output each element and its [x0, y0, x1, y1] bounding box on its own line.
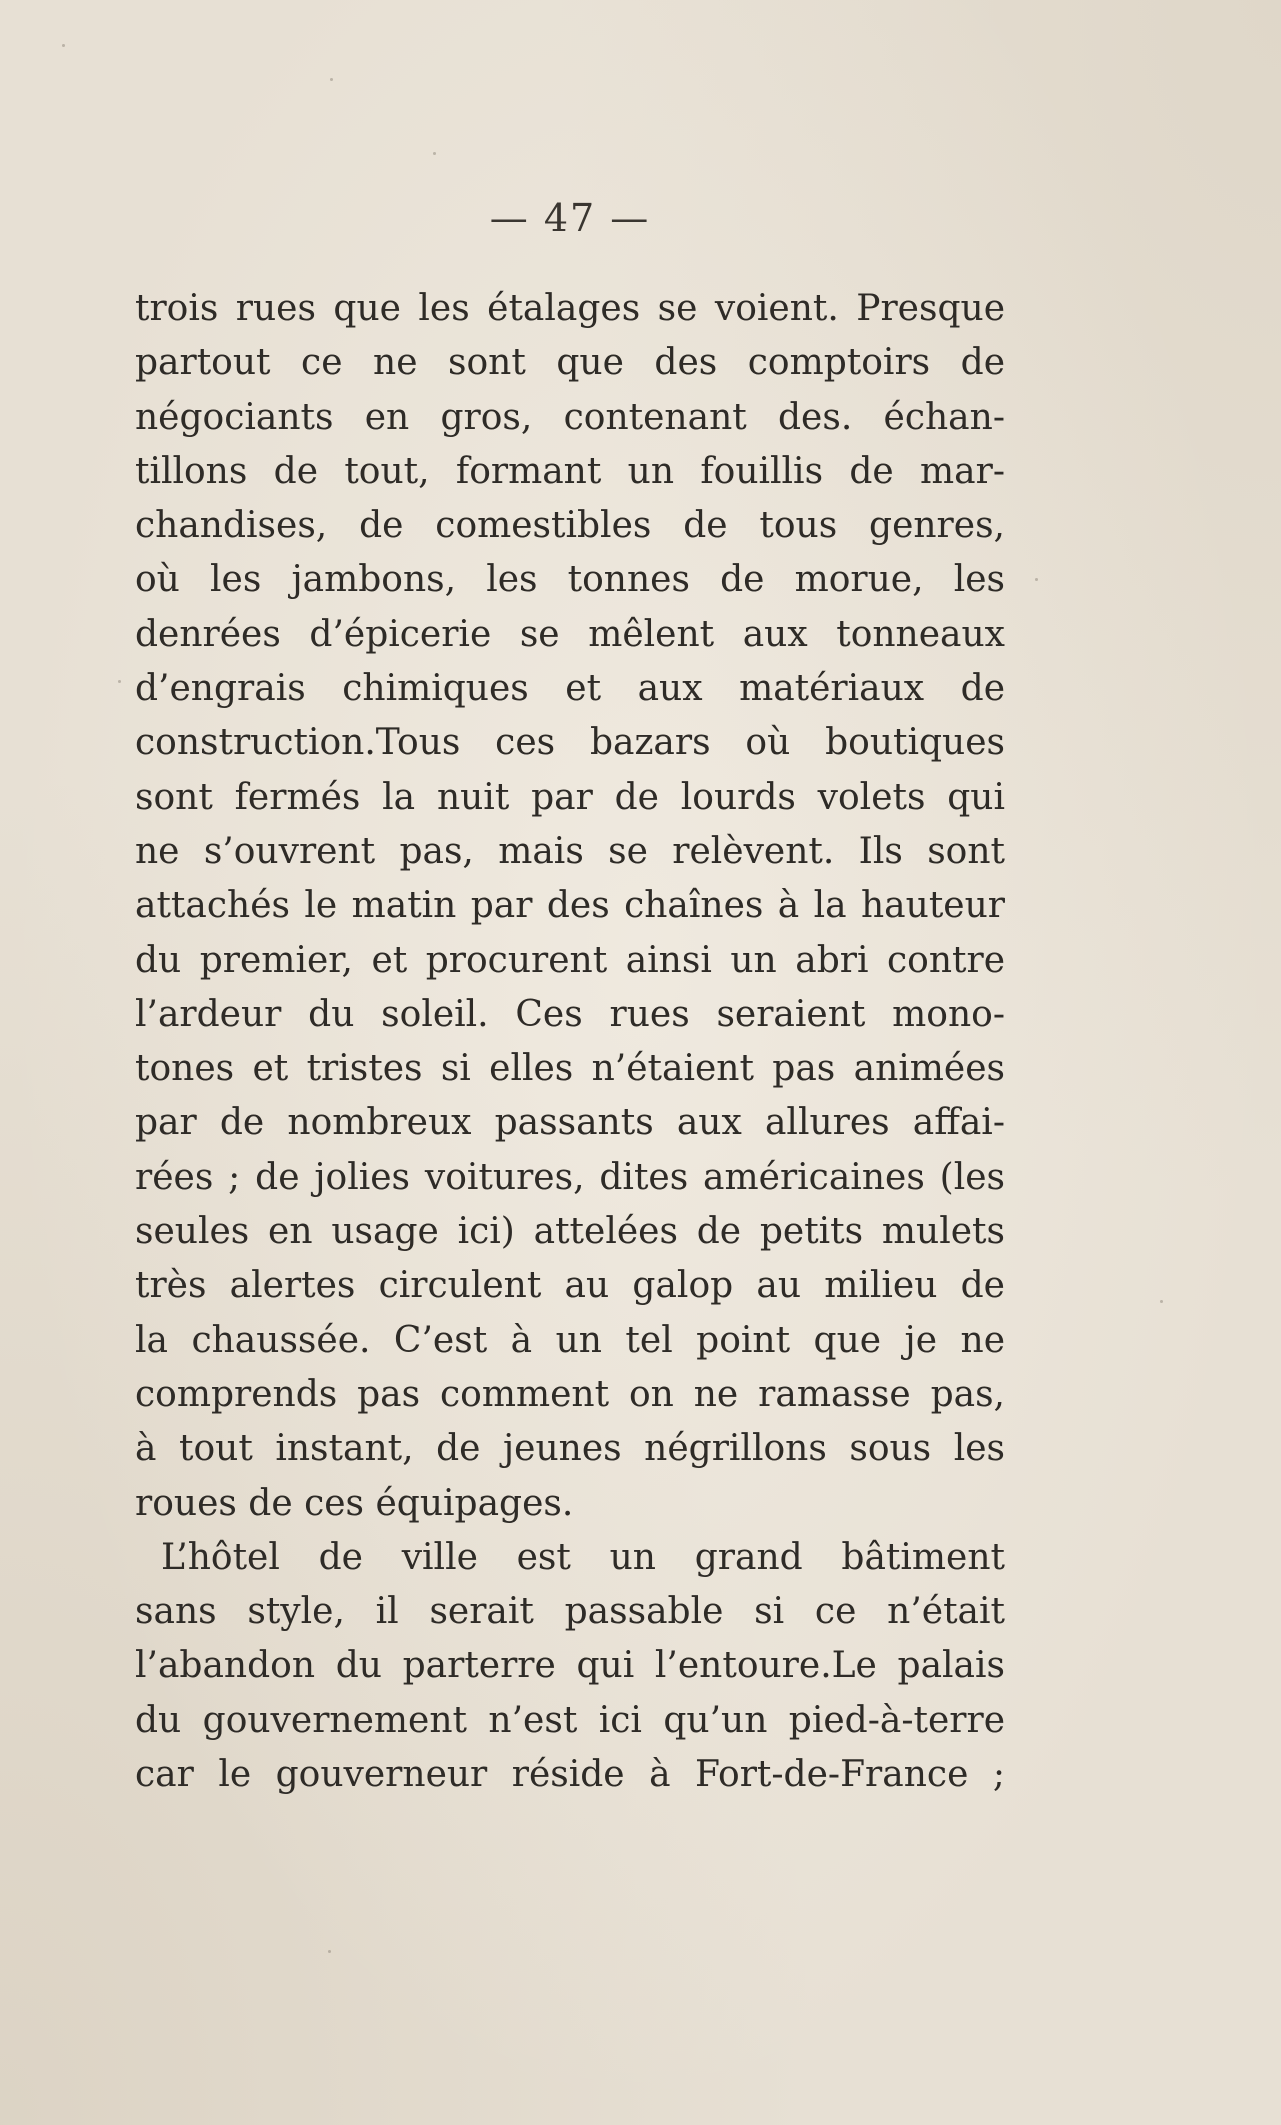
text-line: L’hôtel de ville est un grand bâtiment — [161, 1536, 1005, 1578]
text-line: denrées d’épicerie se mêlent aux tonneaux — [135, 613, 1005, 655]
paper-speck — [1160, 1300, 1163, 1303]
text-line: par de nombreux passants aux allures affai- — [135, 1102, 1005, 1144]
body-text — [135, 282, 1005, 1802]
text-line: ne s’ouvrent pas, mais se relèvent. Ils sont — [135, 830, 1005, 872]
text-line: comprends pas comment on ne ramasse pas, — [135, 1373, 1005, 1415]
text-line: car le gouverneur réside à Fort-de-France ; — [135, 1754, 1005, 1796]
text-line: tillons de tout, formant un fouillis de mar- — [135, 450, 1005, 492]
text-line: seules en usage ici) attelées de petits mulets — [135, 1211, 1005, 1253]
paper-speck — [433, 152, 436, 155]
text-line: trois rues que les étalages se voient. Presque — [135, 288, 1005, 329]
text-line: tones et tristes si elles n’étaient pas animées — [135, 1048, 1005, 1090]
text-line: attachés le matin par des chaînes à la hauteur — [135, 885, 1005, 927]
text-line: construction.Tous ces bazars où boutiques — [135, 722, 1005, 764]
paper-speck — [1035, 578, 1038, 581]
text-line: du gouvernement n’est ici qu’un pied-à-terre — [135, 1699, 1005, 1741]
text-line: sans style, il serait passable si ce n’était — [135, 1591, 1005, 1633]
text-line: partout ce ne sont que des comptoirs de — [135, 342, 1005, 384]
paper-speck — [118, 680, 121, 683]
paper-speck — [330, 78, 333, 81]
page-number: — 47 — — [489, 196, 651, 240]
text-line: sont fermés la nuit par de lourds volets qui — [135, 776, 1005, 818]
paper-speck — [62, 44, 65, 47]
text-line: où les jambons, les tonnes de morue, les — [135, 559, 1005, 601]
paper-speck — [328, 1950, 331, 1953]
text-line: la chaussée. C’est à un tel point que je ne — [135, 1319, 1005, 1361]
text-line: d’engrais chimiques et aux matériaux de — [135, 668, 1005, 710]
text-line: négociants en gros, contenant des. échan- — [135, 396, 1005, 438]
text-line: roues de ces équipages. — [135, 1482, 574, 1524]
text-line: à tout instant, de jeunes négrillons sous les — [135, 1428, 1005, 1470]
text-line: du premier, et procurent ainsi un abri contre — [135, 939, 1005, 981]
text-line: l’abandon du parterre qui l’entoure.Le palais — [135, 1645, 1005, 1687]
text-line: très alertes circulent au galop au milieu de — [135, 1265, 1005, 1307]
text-line: l’ardeur du soleil. Ces rues seraient mono- — [135, 993, 1005, 1035]
text-line: chandises, de comestibles de tous genres, — [135, 505, 1005, 547]
text-line: rées ; de jolies voitures, dites américaines (les — [135, 1156, 1005, 1198]
